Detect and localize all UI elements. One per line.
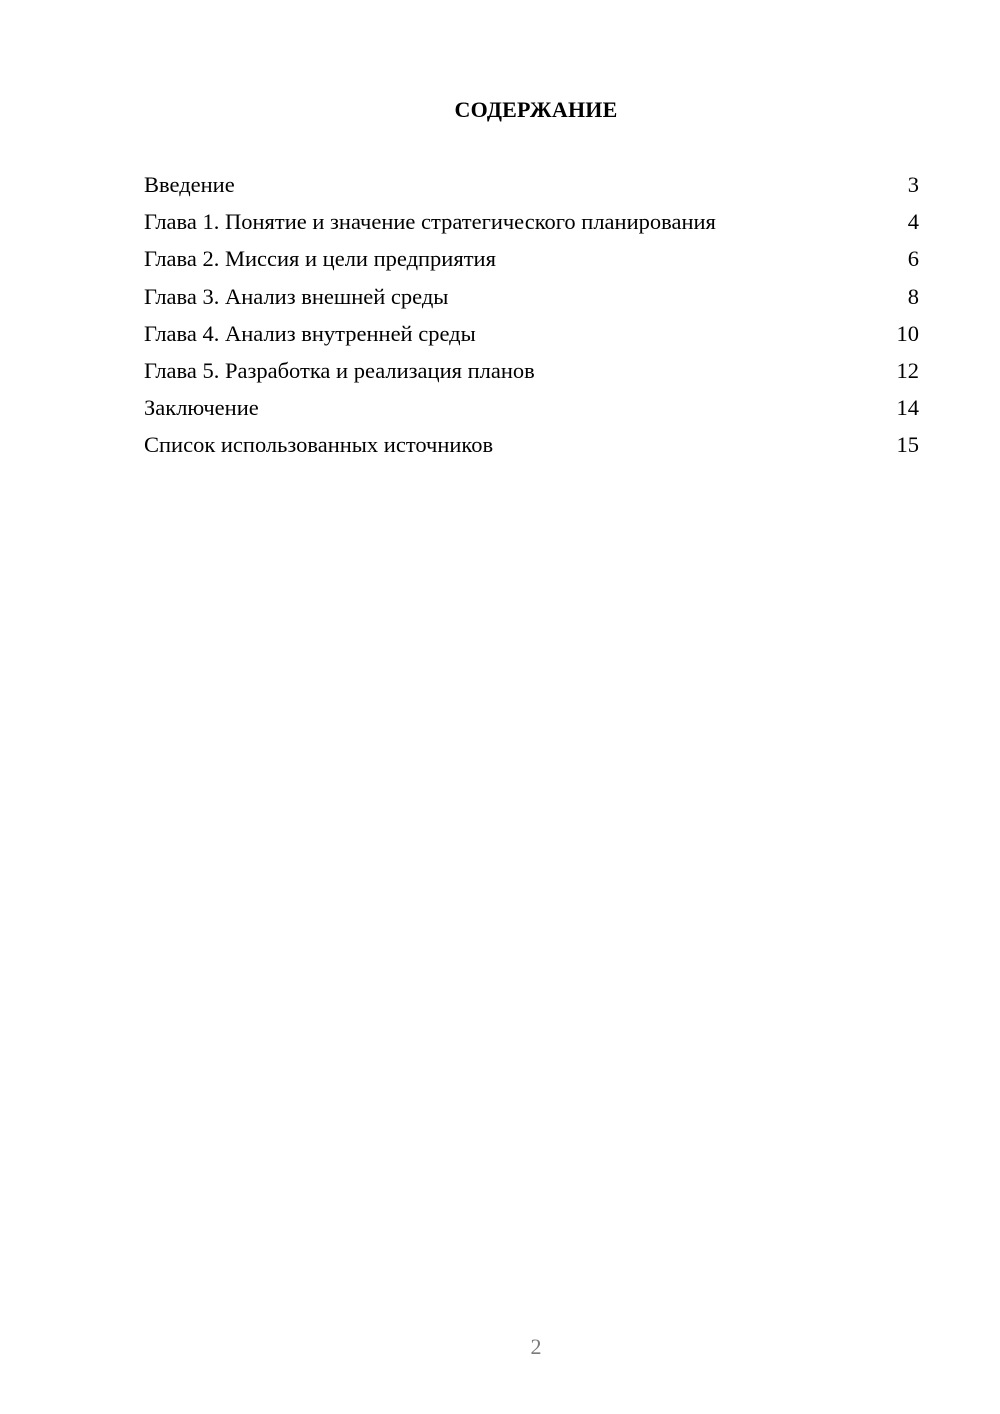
toc-item-label: Заключение [144, 395, 259, 421]
toc-item-page: 6 [907, 246, 919, 272]
toc-item-page: 4 [907, 209, 919, 235]
toc-item-page: 3 [907, 172, 919, 197]
toc-item-chapter-3 [144, 280, 919, 317]
table-of-contents [144, 168, 919, 466]
toc-item-page: 15 [896, 432, 919, 458]
page-number: 2 [530, 1334, 542, 1359]
toc-item-label: Список использованных источников [144, 432, 494, 458]
toc-item-label: Глава 1. Понятие и значение стратегического планирования [144, 209, 716, 235]
toc-item-chapter-2 [144, 242, 919, 279]
toc-item-page: 12 [896, 357, 919, 383]
toc-item-references [144, 428, 919, 465]
toc-item-page: 10 [896, 320, 919, 346]
toc-item-chapter-4 [144, 317, 919, 354]
page-title: СОДЕРЖАНИЕ [454, 97, 618, 122]
toc-item-label: Глава 5. Разработка и реализация планов [144, 357, 535, 383]
toc-item-label: Глава 2. Миссия и цели предприятия [144, 246, 496, 272]
toc-item-label: Глава 4. Анализ внутренней среды [144, 320, 476, 346]
toc-item-chapter-1 [144, 205, 919, 242]
toc-item-introduction [144, 168, 919, 205]
toc-item-conclusion [144, 391, 919, 428]
toc-item-label: Введение [144, 172, 235, 197]
toc-item-page: 14 [896, 395, 919, 421]
toc-item-label: Глава 3. Анализ внешней среды [144, 283, 449, 309]
toc-item-page: 8 [907, 283, 919, 309]
toc-item-chapter-5 [144, 354, 919, 391]
